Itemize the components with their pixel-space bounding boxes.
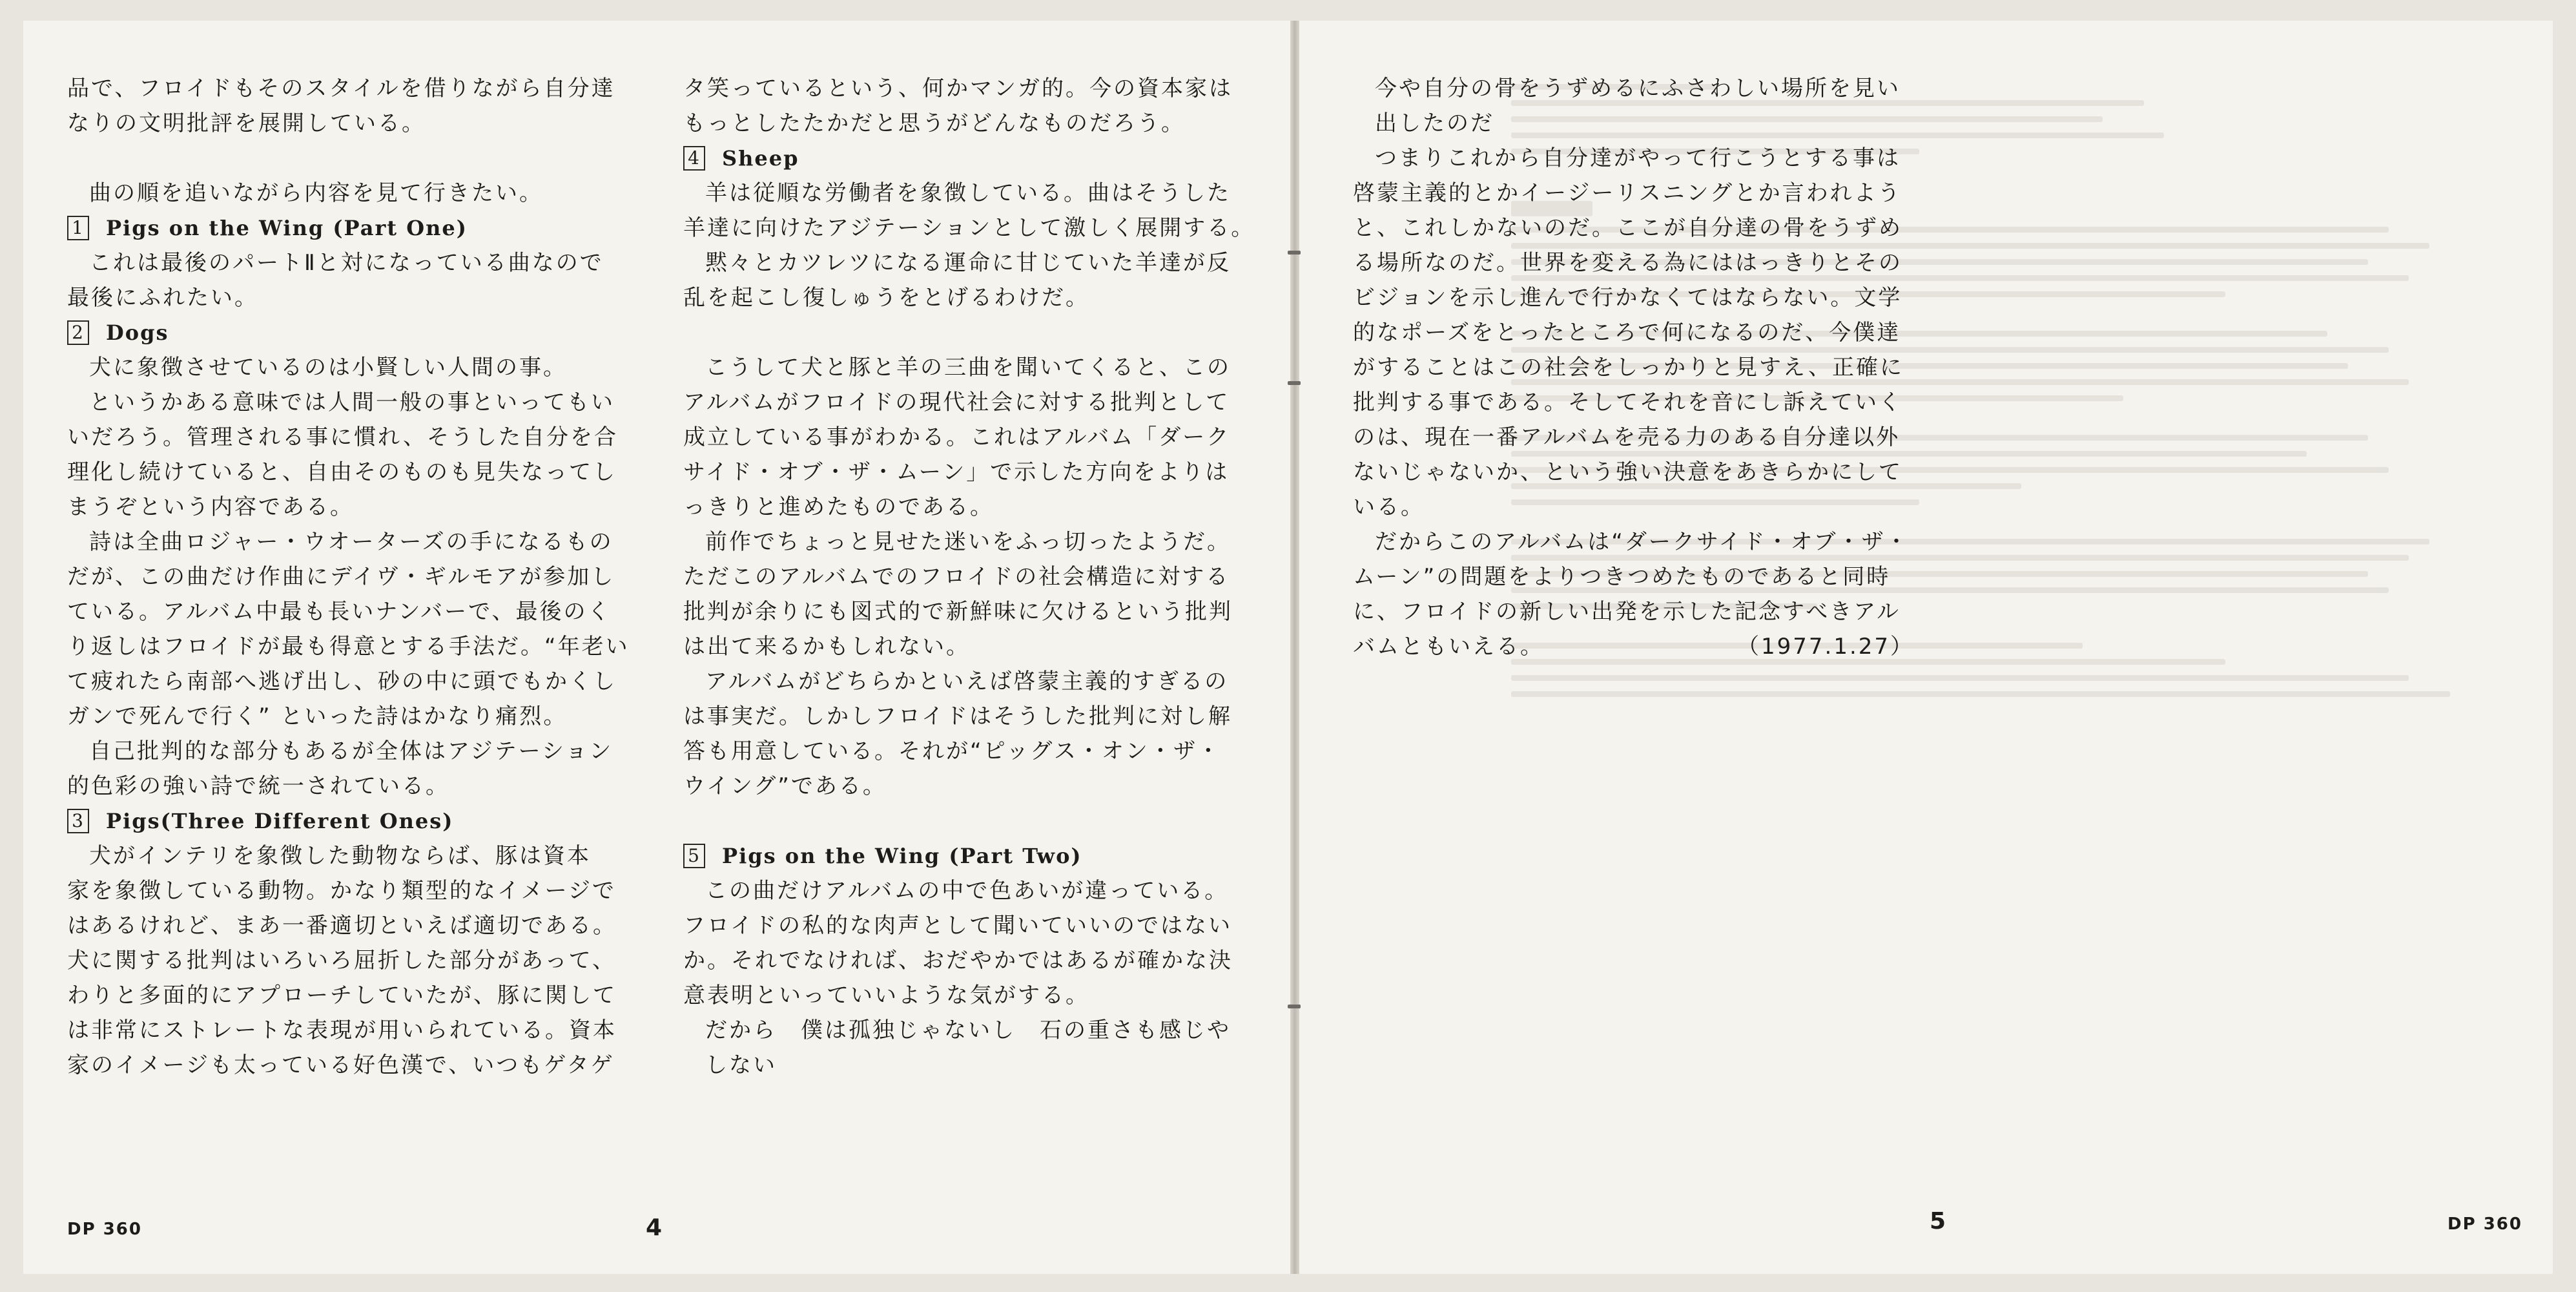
catalog-code-left: DP 360	[67, 1220, 142, 1239]
booklet-spine	[1290, 21, 1299, 1274]
track-number-box: 2	[67, 320, 89, 345]
body-text-line: というかある意味では人間一般の事といってもい	[89, 390, 615, 415]
body-text-line: っきりと進めたものである。	[683, 494, 994, 520]
body-text-line: 羊は従順な労働者を象徴している。曲はそうした	[705, 180, 1231, 206]
body-text-line: 的なポーズをとったところで何になるのだ、今僕達	[1353, 320, 1901, 346]
body-text-line: 的色彩の強い詩で統一されている。	[67, 773, 449, 799]
body-text-line: に、フロイドの新しい出発を示した記念すべきアル	[1353, 599, 1901, 625]
body-text-line: 理化し続けていると、自由そのものも見失なってし	[67, 459, 617, 485]
body-text-line: サイド・オブ・ザ・ムーン」で示した方向をよりは	[683, 459, 1230, 485]
body-text-line: だからこのアルバムは“ダークサイド・オブ・ザ・	[1375, 529, 1910, 555]
track-heading	[67, 804, 635, 839]
body-text-line: 乱を起こし復しゅうをとげるわけだ。	[683, 285, 1089, 311]
body-text-line: 詩は全曲ロジャー・ウオーターズの手になるもの	[89, 529, 613, 555]
body-text-line: ている。アルバム中最も長いナンバーで、最後のく	[67, 599, 612, 625]
track-title: Sheep	[722, 146, 799, 171]
track-title: Dogs	[106, 320, 169, 345]
body-text-line: 出したのだ	[1375, 110, 1494, 136]
body-text-line: 意表明といっていいような気がする。	[683, 983, 1089, 1008]
body-text-line: 家を象徴している動物。かなり類型的なイメージで	[67, 878, 616, 904]
body-text-line: 批判する事である。そしてそれを音にし訴えていく	[1353, 390, 1902, 415]
left-page-column-2	[683, 71, 1255, 1083]
body-text-line: はあるけれど、まあ一番適切といえば適切である。	[67, 913, 617, 939]
body-text-line: がすることはこの社会をしっかりと見すえ、正確に	[1353, 355, 1904, 380]
body-text-line: 今や自分の骨をうずめるにふさわしい場所を見い	[1375, 76, 1901, 101]
body-text-line: バムともいえる。 （1977.1.27）	[1353, 634, 1915, 660]
body-text-line: これは最後のパートⅡと対になっている曲なので	[89, 250, 604, 276]
track-number-box: 5	[683, 844, 705, 868]
body-text-line: つまりこれから自分達がやって行こうとする事は	[1375, 145, 1901, 171]
body-text-line: ただこのアルバムでのフロイドの社会構造に対する	[683, 564, 1230, 590]
staple-bottom	[1288, 1005, 1301, 1008]
track-heading	[683, 141, 1252, 176]
body-text-line: いる。	[1353, 494, 1425, 520]
staple-middle	[1288, 381, 1301, 385]
body-text-line: 自己批判的な部分もあるが全体はアジテーション	[89, 738, 613, 764]
right-page-column	[1353, 71, 1947, 664]
body-text-line: 啓蒙主義的とかイージーリスニングとか言われよう	[1353, 180, 1902, 206]
page-number-right: 5	[1930, 1208, 1946, 1235]
body-text-line: しない	[705, 1052, 777, 1078]
track-title: Pigs(Three Different Ones)	[106, 809, 454, 833]
body-text-line: わりと多面的にアプローチしていたが、豚に関して	[67, 983, 617, 1008]
body-text-line: り返しはフロイドが最も得意とする手法だ。“年老い	[67, 634, 630, 660]
body-text-line: 犬に関する批判はいろいろ屈折した部分があって、	[67, 948, 616, 974]
body-text-line: と、これしかないのだ。ここが自分達の骨をうずめ	[1353, 215, 1902, 241]
body-text-line: いだろう。管理される事に慣れ、そうした自分を合	[67, 424, 619, 450]
body-text-line: か。それでなければ、おだやかではあるが確かな決	[683, 948, 1233, 974]
body-text-line: 黙々とカツレツになる運命に甘じていた羊達が反	[705, 250, 1231, 276]
body-text-line: 批判が余りにも図式的で新鮮味に欠けるという批判	[683, 599, 1233, 625]
body-text-line: ムーン”の問題をよりつきつめたものであると同時	[1353, 564, 1891, 590]
body-text-line: 成立している事がわかる。これはアルバム「ダーク	[683, 424, 1231, 450]
left-page-column-1	[67, 71, 635, 1083]
body-text-line: アルバムがフロイドの現代社会に対する批判として	[683, 390, 1230, 415]
track-number-box: 1	[67, 216, 89, 240]
body-text-line: 品で、フロイドもそのスタイルを借りながら自分達	[67, 76, 615, 101]
body-text-line: 家のイメージも太っている好色漢で、いつもゲタゲ	[67, 1052, 615, 1078]
body-text-line: 曲の順を追いながら内容を見て行きたい。	[89, 180, 543, 206]
body-text-line: 犬がインテリを象徴した動物ならば、豚は資本	[89, 843, 591, 869]
track-heading	[67, 315, 635, 350]
catalog-code-right: DP 360	[2447, 1214, 2522, 1234]
staple-top	[1288, 251, 1301, 255]
body-text-line: アルバムがどちらかといえば啓蒙主義的すぎるの	[705, 669, 1229, 694]
body-text-line: ないじゃないか、という強い決意をあきらかにして	[1353, 459, 1902, 485]
track-title: Pigs on the Wing (Part Two)	[722, 844, 1082, 868]
page-number-left: 4	[646, 1214, 663, 1241]
body-text-line: まうぞという内容である。	[67, 494, 354, 520]
body-text-line: ウイング”である。	[683, 773, 887, 799]
track-number-box: 3	[67, 809, 89, 833]
body-text-line: のは、現在一番アルバムを売る力のある自分達以外	[1353, 424, 1901, 450]
body-text-line: フロイドの私的な肉声として聞いていいのではない	[683, 913, 1232, 939]
track-number-box: 4	[683, 146, 705, 171]
body-text-line: る場所なのだ。世界を変える為にははっきりとその	[1353, 250, 1902, 276]
body-text-line: は事実だ。しかしフロイドはそうした批判に対し解	[683, 703, 1232, 729]
body-text-line: こうして犬と豚と羊の三曲を聞いてくると、この	[705, 355, 1231, 380]
track-title: Pigs on the Wing (Part One)	[106, 216, 468, 240]
body-text-line: 羊達に向けたアジテーションとして激しく展開する。	[683, 215, 1255, 241]
body-text-line: タ笑っているという、何かマンガ的。今の資本家は	[683, 76, 1233, 101]
body-text-line: もっとしたたかだと思うがどんなものだろう。	[683, 110, 1185, 136]
body-text-line: は非常にストレートな表現が用いられている。資本	[67, 1017, 617, 1043]
body-text-line: だから 僕は孤独じゃないし 石の重さも感じや	[705, 1017, 1231, 1043]
body-text-line: 答も用意している。それが“ピッグス・オン・ザ・	[683, 738, 1221, 764]
body-text-line: ビジョンを示し進んで行かなくてはならない。文学	[1353, 285, 1902, 311]
body-text-line: 最後にふれたい。	[67, 285, 258, 311]
body-text-line: は出て来るかもしれない。	[683, 634, 970, 660]
body-text-line: だが、この曲だけ作曲にデイヴ・ギルモアが参加し	[67, 564, 615, 590]
body-text-line: 前作でちょっと見せた迷いをふっ切ったようだ。	[705, 529, 1231, 555]
body-text-line: ガンで死んで行く” といった詩はかなり痛烈。	[67, 703, 568, 729]
body-text-line: この曲だけアルバムの中で色あいが違っている。	[705, 878, 1229, 904]
body-text-line: なりの文明批評を展開している。	[67, 110, 426, 136]
track-heading	[683, 839, 1252, 873]
body-text-line: 犬に象徴させているのは小賢しい人間の事。	[89, 355, 567, 380]
track-heading	[67, 211, 635, 245]
body-text-line: て疲れたら南部へ逃げ出し、砂の中に頭でもかくし	[67, 669, 617, 694]
